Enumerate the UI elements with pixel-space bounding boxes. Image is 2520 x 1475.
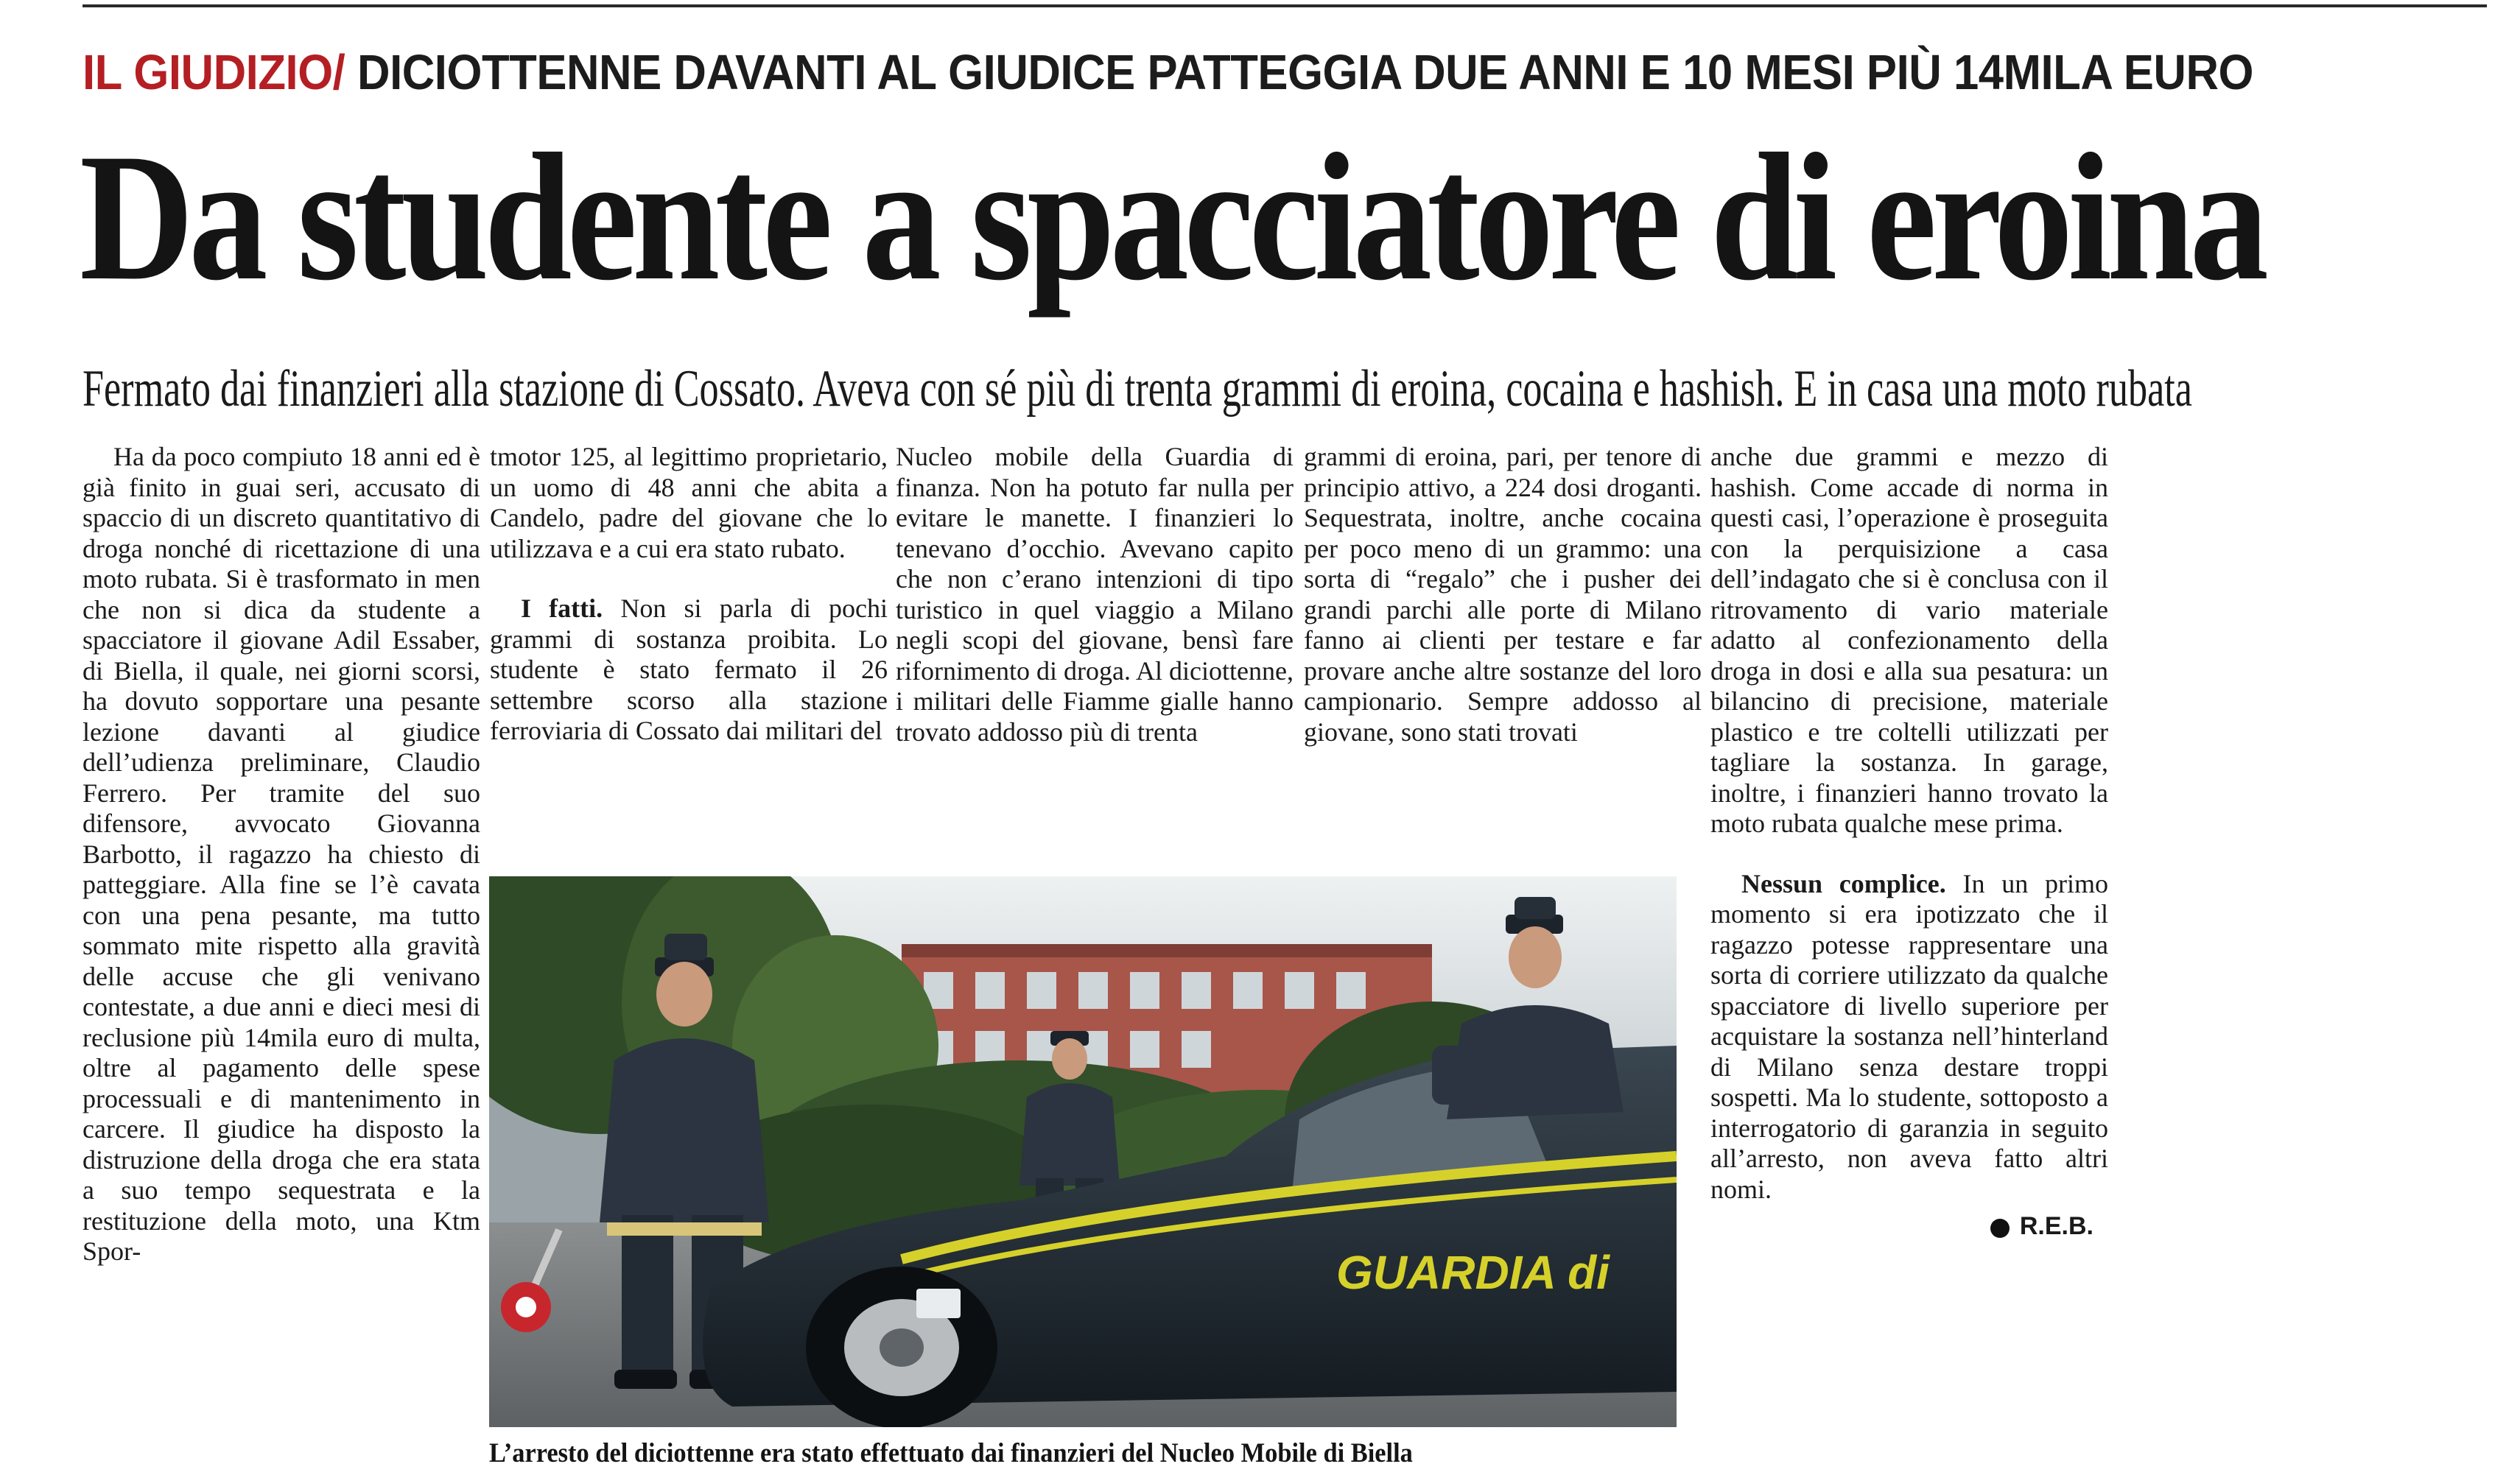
column-5-text-2: In un primo momento si era ipotizzato che il ragazzo potesse rappresentare una sorta di corriere utilizzato da qualche spacciatore di livello superiore per acquistare la sostanza nell’hinterland di Milano senza destare troppi sospetti. Ma lo studente, sottoposto a interrogatorio di garanzia in seguito all’arresto, non aveva fatto altri nomi. <box>1710 868 2108 1204</box>
photo-caption: L’arresto del diciottenne era stato effettuato dai finanzieri del Nucleo Mobile di Biella <box>489 1438 1413 1468</box>
deck: Fermato dai finanzieri alla stazione di Cossato. Aveva con sé più di trenta grammi di eroina, cocaina e hashish. E in casa una moto rubata <box>83 360 2192 418</box>
subhead-i-fatti: I fatti. <box>521 594 603 623</box>
body-column-2 <box>490 442 888 884</box>
subhead-nessun-complice: Nessun complice. <box>1741 868 1946 898</box>
bullet-icon <box>1990 1219 2010 1238</box>
photo-illustration <box>489 876 1677 1427</box>
column-1-text: Ha da poco compiuto 18 anni ed è già finito in guai seri, accusato di spaccio di un discreto quantitativo di droga nonché di ricettazione di una moto rubata. Si è trasformato in men che non si dica da studente a spacciatore il giovane Adil Essaber, di Biella, il quale, nei giorni scorsi, ha dovuto sopportare una pesante lezione davanti al giudice dell’udienza preliminare, Claudio Ferrero. Per tramite del suo difensore, avvocato Giovanna Barbotto, il ragazzo ha chiesto di patteggiare. Alla fine se l’è cavata con una pena pesante, ma tutto sommato mite rispetto alla gravità delle accuse che gli venivano contestate, a due anni e dieci mesi di reclusione più 14mila euro di multa, oltre al pagamento delle spese processuali e di mantenimento in carcere. Il giudice ha disposto la distruzione della droga che era stata a suo tempo sequestrata e la restituzione della moto, una Ktm Spor- <box>83 442 480 1266</box>
kicker-text: DICIOTTENNE DAVANTI AL GIUDICE PATTEGGIA DUE ANNI E 10 MESI PIÙ 14MILA EURO <box>345 45 2254 100</box>
column-3-text: Nucleo mobile della Guardia di finanza. Non ha potuto far nulla per evitare le manette. I finanzieri lo tenevano d’occhio. Avevano capito che non c’erano intenzioni di tipo turistico in quel viaggio a Milano negli scopi del giovane, bensì fare rifornimento di droga. Al diciottenne, i militari delle Fiamme gialle hanno trovato addosso più di trenta <box>896 442 1294 747</box>
body-column-5 <box>1710 442 2108 1465</box>
body-column-1 <box>83 442 480 1465</box>
signature-line <box>1710 1211 2108 1242</box>
column-2-paragraph-2 <box>490 594 888 747</box>
column-5-text: anche due grammi e mezzo di hashish. Come accade di norma in questi casi, l’operazione è proseguita con la perquisizione a casa dell’indagato che si è conclusa con il ritrovamento di vario materiale adatto al confezionamento della droga in dosi e alla sua pesatura: un bilancino di precisione, materiale plastico e tre coltelli utilizzati per tagliare la sostanza. In garage, inoltre, i finanzieri hanno trovato la moto rubata qualche mese prima. <box>1710 442 2108 838</box>
column-5-paragraph-2 <box>1710 869 2108 1205</box>
kicker-label: IL GIUDIZIO/ <box>83 45 345 100</box>
top-rule <box>83 4 2487 7</box>
body-column-3 <box>896 442 1294 884</box>
column-4-text: grammi di eroina, pari, per tenore di principio attivo, a 224 dosi droganti. Sequestrata, inoltre, anche cocaina per poco meno di un grammo: una sorta di “regalo” che i pusher dei grandi parchi alle porte di Milano fanno ai clienti per testare e far provare anche altre sostanze del loro campionario. Sempre addosso al giovane, sono stati trovati <box>1304 442 1702 747</box>
car-lettering: GUARDIA di <box>1336 1246 1610 1299</box>
column-2-text-2: Non si parla di pochi grammi di sostanza proibita. Lo studente è stato fermato il 26 settembre scorso alla stazione ferroviaria di Cossato dai militari del <box>490 594 888 745</box>
column-2-text: tmotor 125, al legittimo proprietario, un uomo di 48 anni che abita a Candelo, padre del giovane che lo utilizzava e a cui era stato rubato. <box>490 442 888 563</box>
kicker <box>83 44 2253 101</box>
news-photo <box>489 876 1677 1427</box>
headline: Da studente a spacciatore di eroina <box>80 116 2264 318</box>
author-signature: R.E.B. <box>2019 1212 2093 1240</box>
body-column-4 <box>1304 442 1702 884</box>
